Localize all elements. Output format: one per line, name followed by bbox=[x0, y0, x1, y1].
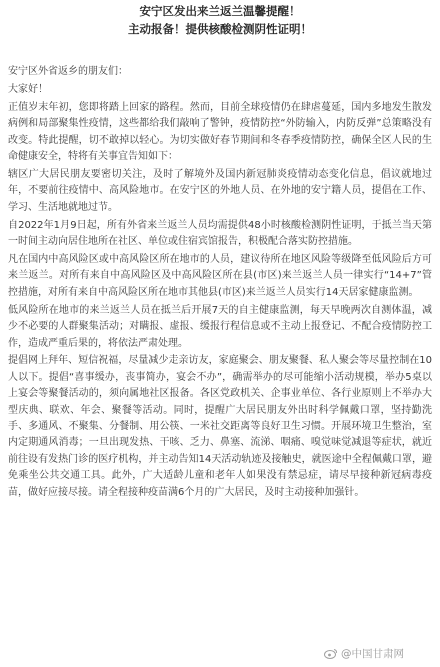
paragraph: 提倡网上拜年、短信祝福，尽量减少走亲访友，家庭聚会、朋友聚餐、私人聚会等尽量控制在10人以下。提倡“喜事缓办，丧事简办，宴会不办”，确需举办的尽可能缩小活动规模，举办5桌以上宴会等聚餐活动的，须向属地社区报备。各区党政机关、企事业单位、各行业原则上不举办大型庆典、联欢、年会、聚餐等活动。同时，提醒广大居民朋友外出时科学佩戴口罩，坚持勤洗手、多通风、不聚集、分餐制、用公筷、一米社交距离等良好卫生习惯。开展环境卫生整治，室内定期通风消毒；一旦出现发热、干咳、乏力、鼻塞、流涕、咽痛、嗅觉味觉减退等症状，就近前往设有发热门诊的医疗机构，并主动告知14天活动轨迹及接触史，就医途中全程佩戴口罩，避免乘坐公共交通工具。此外，广大适龄儿童和老年人如果没有禁忌症，请尽早接种新冠病毒疫苗，做好应接尽接。请全程接种疫苗满6个月的广大居民，及时主动接种加强针。 bbox=[8, 355, 432, 498]
paragraph: 自2022年1月9日起，所有外省来兰返兰人员均需提供48小时核酸检测阴性证明，于抵兰当天第一时间主动向居住地所在社区、单位或住宿宾馆报告，积极配合落实防控措施。 bbox=[8, 219, 432, 248]
watermark bbox=[324, 646, 404, 661]
paragraph: 低风险所在地市的来兰返兰人员在抵兰后开展7天的自主健康监测，每天早晚两次自测体温，减少不必要的人群聚集活动；对瞒报、虚报、缓报行程信息或不主动上报登记、不配合疫情防控工作，造成严重后果的，将依法严肃处理。 bbox=[8, 304, 432, 349]
notice-body bbox=[8, 64, 432, 503]
weibo-icon bbox=[324, 648, 338, 659]
salutation: 安宁区外省返乡的朋友们： bbox=[8, 66, 128, 77]
greeting: 大家好！ bbox=[8, 83, 48, 95]
paragraph: 正值岁末年初，您即将踏上回家的路程。然而，目前全球疫情仍在肆虐蔓延，国内多地发生散发病例和局部聚集性疫情，这些都给我们敲响了警钟，疫情防控“外防输入，内防反弹”总策略没有改变。特此提醒，切不敢掉以轻心。为切实做好春节期间和冬春季疫情防控，确保全区人民的生命健康安全，特将有关事宜告知如下： bbox=[8, 101, 432, 163]
notice-subtitle: 主动报备！提供核酸检测阴性证明！ bbox=[128, 22, 312, 36]
notice-title: 安宁区发出来兰返兰温馨提醒！ bbox=[139, 4, 301, 18]
paragraph: 凡在国内中高风险区或中高风险区所在地市的人员，建议待所在地区风险等级降至低风险后方可来兰返兰。对所有来自中高风险区及中高风险区所在县(市区)来兰返兰人员一律实行“14+7”管控措施，对所有来自中高风险区所在地市其他县(市区)来兰返兰人员实行14天居家健康监测。 bbox=[8, 253, 432, 298]
paragraph: 辖区广大居民朋友要密切关注，及时了解境外及国内新冠肺炎疫情动态变化信息，倡议就地过年，不要前往疫情中、高风险地市。在安宁区的外地人员、在外地的安宁籍人员，提倡在工作、学习、生活地就地过节。 bbox=[8, 168, 432, 213]
watermark-text: @中国甘肃网 bbox=[341, 648, 404, 660]
